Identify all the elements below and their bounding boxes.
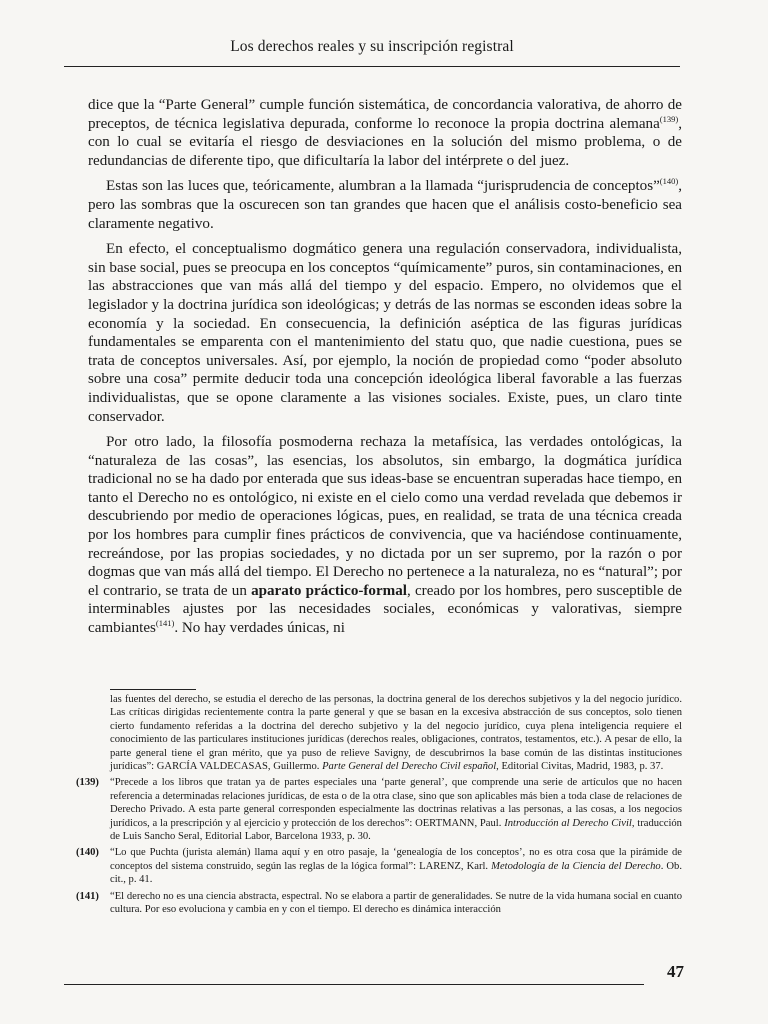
paragraph-1: dice que la “Parte General” cumple función sistemática, de concordancia valorativa, de ahorro de preceptos, de técnica legislativa depurada, conforme lo reconoce la propia doctrina alemana$^{(139)}$, con lo cual se evitaría el riesgo de desviaciones en la solución del mismo problema, o de redundancias de diferente tipo, que dificultaría la labor del intérprete o del juez. [88,97,682,169]
footnote-ref-140[interactable]: (140) [659,176,679,187]
paragraph-3: En efecto, el conceptualismo dogmático genera una regulación conservadora, individualista, sin base social, pues se preocupa en los conceptos “químicamente” puros, sin contaminaciones, en las abstracciones que van más allá del tiempo y del espacio. Empero, no olvidemos que el legislador y la doctrina jurídica son ideológicas; y detrás de las normas se esconden ideas sobre la economía y la sociedad. En consecuencia, la definición aséptica de las figuras jurídicas fundamentales se emparenta con el mantenimiento del statu quo, que nadie cuestiona, pues se trata de conceptos universales. Así, por ejemplo, la noción de propiedad como “poder absoluto sobre una cosa” permite deducir toda una concepción ideológica liberal favorable a las fuerzas individualistas, que se opone claramente a las visiones sociales. Existe, pues, un claro tinte conservador. [88,241,682,425]
header-rule [64,66,680,67]
main-text [88,96,682,645]
footnote-number: (141) [76,890,99,902]
page-number: 47 [667,962,684,981]
footnote-continuation: las fuentes del derecho, se estudia el derecho de las personas, la doctrina general de los derechos subjetivos y la del negocio jurídico. Las críticas dirigidas recientemente contra la parte general y que se basan en la excesiva abstracción de sus conceptos, solo tienen cierto fundamento referidas a la doctrina del derecho subjetivo y la del negocio jurídico, cuya plena inteligencia requiere el conocimiento de las particulares instituciones jurídicas (derechos reales, obligaciones, contratos, testamentos, etc.). A pesar de ello, la parte general tiene el gran mérito, que ya puso de relieve Savigny, de descubrirnos la base común de las distintas instituciones jurídicas”: GARCÍA VALDECASAS, Guillermo. Parte General del Derecho Civil español, Editorial Civitas, Madrid, 1983, p. 37. [110,694,682,773]
footnote-ref-141[interactable]: (141) [155,618,175,628]
paragraph-2: Estas son las luces que, teóricamente, alumbran a la llamada “jurisprudencia de conceptos”$^{(140)}$, pero las sombras que la oscurecen son tan grandes que hacen que el análisis costo-beneficio sea claramente negativo. [88,176,682,232]
footer-rule [64,984,644,985]
footnote-number: (139) [76,777,99,789]
footnotes [76,693,682,920]
bold-term: aparato práctico-formal [251,582,407,599]
footnote-141: (141) “El derecho no es una ciencia abstracta, espectral. No se elabora a partir de generalidades. Se nutre de la vida humana social en cuanto cultura. Por eso evoluciona y cambia en y con el tiempo. El derecho es dinámica interacción [76,890,682,916]
footnote-ref-139[interactable]: (139) [659,113,679,124]
running-header: Los derechos reales y su inscripción registral [230,38,514,55]
footnote-number: (140) [76,847,99,859]
footnote-139: (139) “Precede a los libros que tratan ya de partes especiales una ‘parte general’, que comprende una serie de artículos que no hacen referencia a determinadas relaciones jurídicas, de esta o de la otra clase, sino que son aplicables más bien a toda clase de relaciones de Derecho Privado. A esta parte general corresponden especialmente las doctrinas relativas a las personas, a las cosas, a los negocios jurídicos, a la prescripción y al ejercicio y protección de los derechos”: OERTMANN, Paul. Introducción al Derecho Civil, traducción de Luis Sancho Seral, Editorial Labor, Barcelona 1933, p. 30. [76,777,682,843]
footnote-separator [110,689,196,690]
paragraph-4: Por otro lado, la filosofía posmoderna rechaza la metafísica, las verdades ontológicas, la “naturaleza de las cosas”, las esencias, los absolutos, sin embargo, la dogmática jurídica tradicional no se ha dado por enterada que sus ideas-base se encuentran superadas hace tiempo, en tanto el Derecho no es ontológico, ni existe en el cielo como una verdad revelada que debemos ir descubriendo por medio de operaciones lógicas, pues, en realidad, se trata de una técnica creada por los hombres para cumplir fines prácticos de convivencia, que va haciéndose continuamente, recreándose, por las propias sociedades, y no dictada por un ser supremo, por la razón o por dogmas que van más allá del tiempo. El Derecho no pertenece a la naturaleza, no es “natural”; por el contrario, se trata de un aparato práctico-formal, creado por los hombres, pero susceptible de interminables ajustes por las necesidades sociales, económicas y valorativas, siempre cambiantes$^{(141)}$. No hay verdades únicas, ni [88,434,683,637]
footnote-140: (140) “Lo que Puchta (jurista alemán) llama aquí y en otro pasaje, la ‘genealogía de los conceptos’, no es otra cosa que la pirámide de conceptos del sistema construido, según las reglas de la lógica formal”: LARENZ, Karl. Metodología de la Ciencia del Derecho. Ob. cit., p. 41. [76,847,682,886]
